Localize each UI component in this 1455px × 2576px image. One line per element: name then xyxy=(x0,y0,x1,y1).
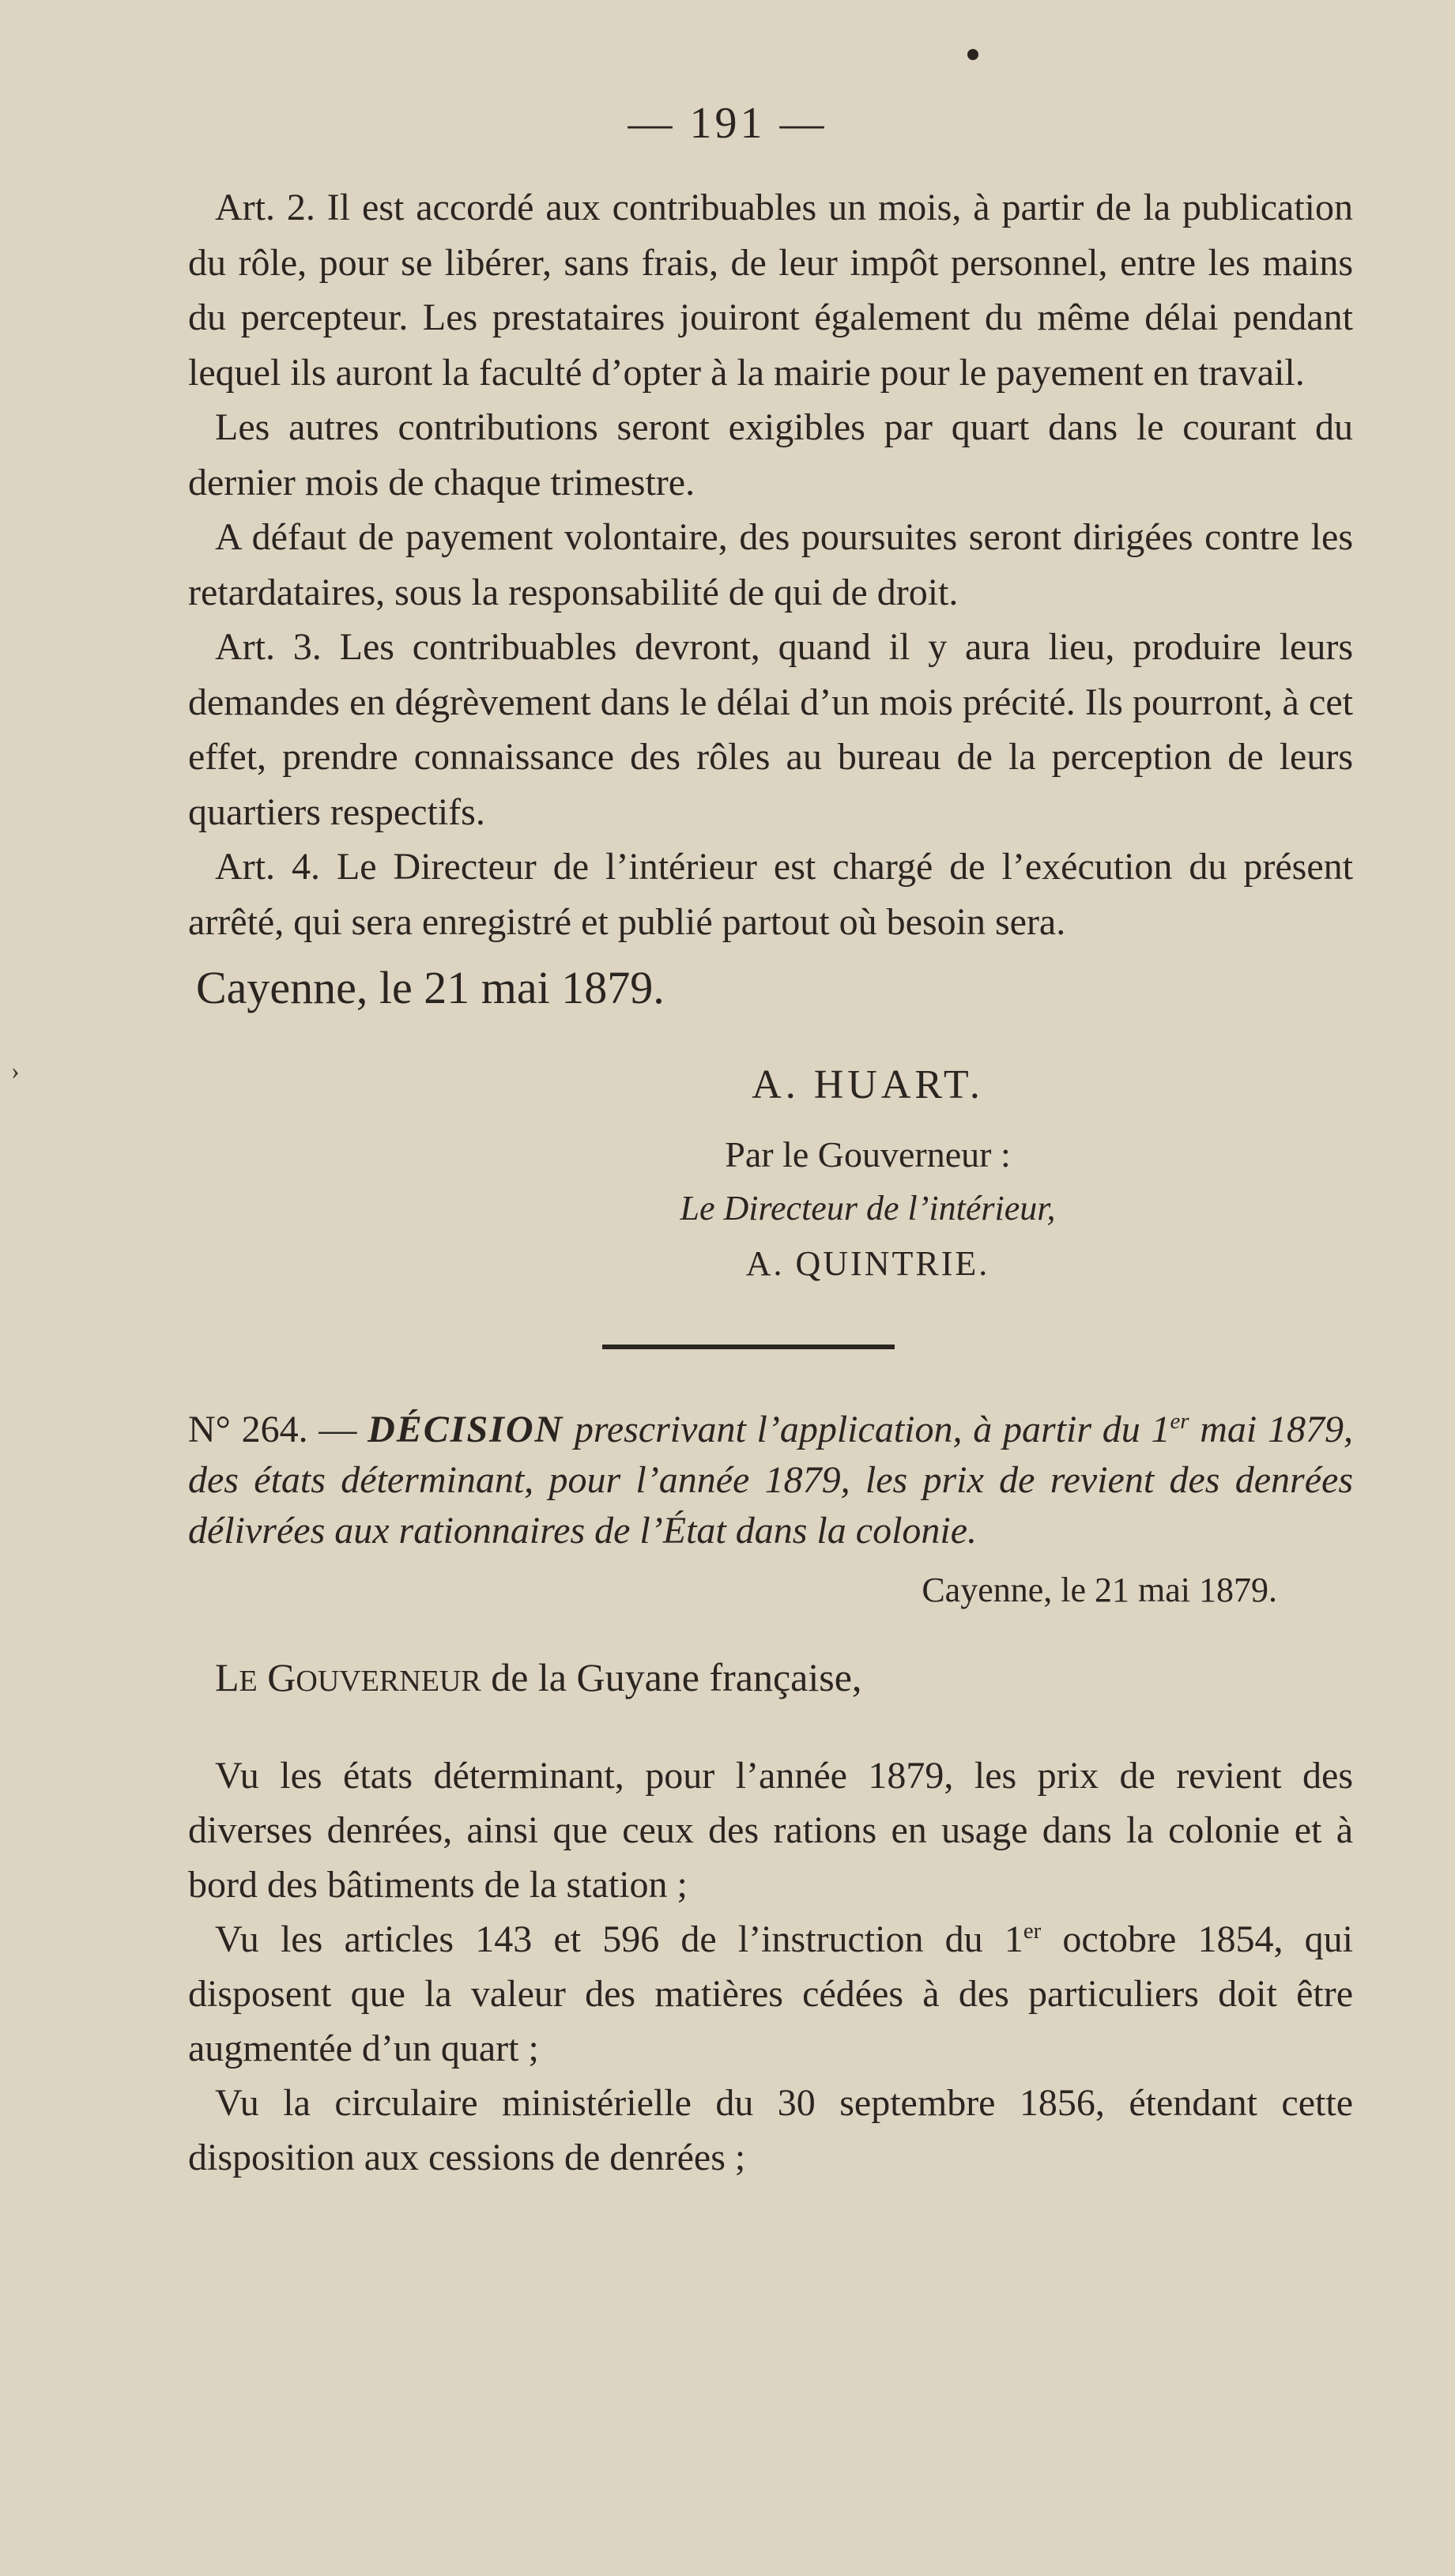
decision-date: Cayenne, le 21 mai 1879. xyxy=(922,1571,1277,1609)
decision-title-part-1: prescrivant l’application, à partir du 1 xyxy=(564,1409,1170,1450)
governor-rest: de la Guyane française, xyxy=(481,1655,862,1699)
article-2-paragraph-2: Les autres contributions seront exigibles par quart dans le courant du dernier mois de chaque trimestre. xyxy=(188,406,1353,504)
signatory-role: Le Directeur de l’intérieur, xyxy=(680,1189,1056,1228)
governor-line xyxy=(188,1650,1353,1709)
margin-mark: › xyxy=(11,1056,20,1084)
consideration-1: Vu les états déterminant, pour l’année 1879, les prix de revient des diverses denrées, ainsi que ceux des rations en usage dans la colonie et à bord des bâtiments de la station ; xyxy=(188,1755,1353,1906)
article-2-paragraph-1: Art. 2. Il est accordé aux contribuables un mois, à partir de la publication du rôle, pour se libérer, sans frais, de leur impôt personnel, entre les mains du percepteur. Les prestataires jouiront également du même délai pendant lequel ils auront la faculté d’opter à la mairie pour le payement en travail. xyxy=(188,187,1353,394)
considerations xyxy=(188,1748,1353,2185)
signature-block xyxy=(473,1054,1263,1292)
article-3-paragraph: Art. 3. Les contribuables devront, quand il y aura lieu, produire leurs demandes en dégrèvement dans le délai d’un mois précité. Ils pourront, à cet effet, prendre connaissance des rôles au bureau de la perception de leurs quartiers respectifs. xyxy=(188,626,1353,833)
signatory-name: A. HUART. xyxy=(752,1062,984,1107)
signatory-by-line: Par le Gouverneur : xyxy=(725,1134,1011,1175)
decision-title-part-2: mai 1879, des états déterminant, pour l’année 1879, les prix de revient des denrées délivrées aux rationnaires de l’État dans la colonie. xyxy=(188,1409,1354,1552)
countersignatory-name: A. QUINTRIE. xyxy=(745,1244,990,1283)
article-4-paragraph: Art. 4. Le Directeur de l’intérieur est chargé de l’exécution du présent arrêté, qui sera enregistré et publié partout où besoin sera. xyxy=(188,846,1353,943)
ink-dot-mark xyxy=(967,49,978,60)
decision-number: N° 264. — xyxy=(188,1409,357,1450)
section-divider xyxy=(602,1345,895,1349)
consideration-3: Vu la circulaire ministérielle du 30 septembre 1856, étendant cette disposition aux cessions de denrées ; xyxy=(188,2082,1353,2178)
page-number: — 191 — xyxy=(628,99,827,148)
place-date: Cayenne, le 21 mai 1879. xyxy=(196,962,665,1013)
decision-title-sup: er xyxy=(1170,1409,1189,1434)
governor-le: LE GOUVERNEUR xyxy=(215,1655,481,1699)
article-2-paragraph-3: A défaut de payement volontaire, des poursuites seront dirigées contre les retardataires, sous la responsabilité de qui de droit. xyxy=(188,516,1353,613)
consideration-2: Vu les articles 143 et 596 de l’instruction du 1er octobre 1854, qui disposent que la valeur des matières cédées à des particuliers doit être augmentée d’un quart ; xyxy=(188,1918,1354,2069)
decision-title-caps: DÉCISION xyxy=(368,1409,564,1450)
decision-heading xyxy=(188,1405,1353,1556)
article-column xyxy=(188,180,1353,2185)
